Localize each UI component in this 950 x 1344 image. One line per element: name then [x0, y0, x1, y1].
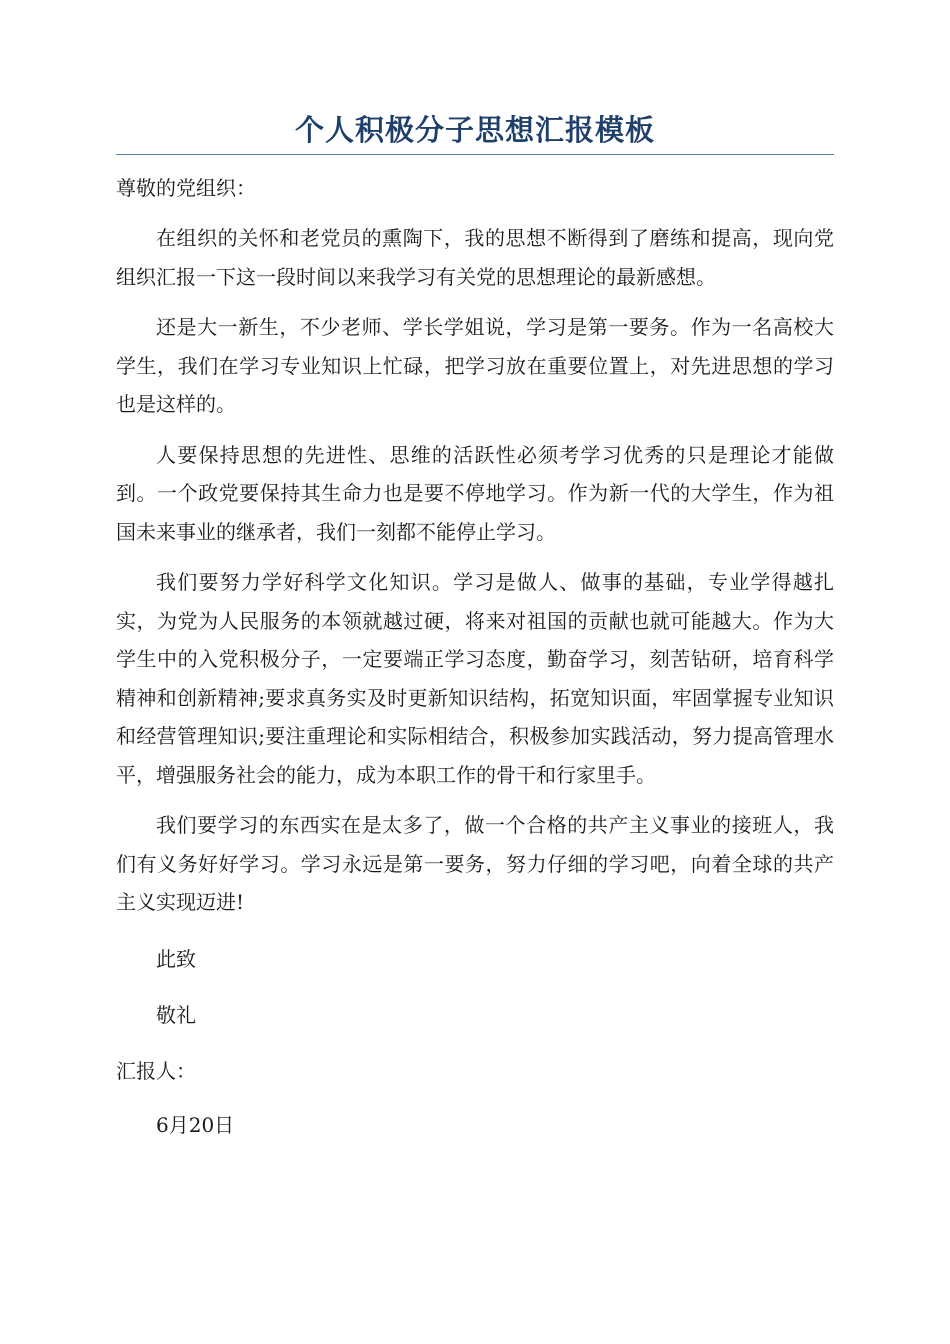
- body-paragraph-3: 人要保持思想的先进性、思维的活跃性必须考学习优秀的只是理论才能做到。一个政党要保持其生命力也是要不停地学习。作为新一代的大学生，作为祖国未来事业的继承者，我们一刻都不能停止学习。: [116, 442, 834, 544]
- body-paragraph-2: 还是大一新生，不少老师、学长学姐说，学习是第一要务。作为一名高校大学生，我们在学习专业知识上忙碌，把学习放在重要位置上，对先进思想的学习也是这样的。: [116, 315, 834, 416]
- body-paragraph-5: 我们要学习的东西实在是太多了，做一个合格的共产主义事业的接班人，我们有义务好好学习。学习永远是第一要务，努力仔细的学习吧，向着全球的共产主义实现迈进!: [116, 813, 834, 914]
- body-paragraph-1: 在组织的关怀和老党员的熏陶下，我的思想不断得到了磨练和提高，现向党组织汇报一下这一段时间以来我学习有关党的思想理论的最新感想。: [116, 226, 834, 289]
- document-title: 个人积极分子思想汇报模板: [294, 113, 655, 147]
- closing-cizhi: 此致: [156, 946, 196, 971]
- body-paragraph-4: 我们要努力学好科学文化知识。学习是做人、做事的基础，专业学得越扎实，为党为人民服务的本领就越过硬，将来对祖国的贡献也就可能越大。作为大学生中的入党积极分子，一定要端正学习态度，勤奋学习，刻苦钻研，培育科学精神和创新精神;要求真务实及时更新知识结构，拓宽知识面，牢固掌握专业知识和经营管理知识;要注重理论和实际相结合，积极参加实践活动，努力提高管理水平，增强服务社会的能力，成为本职工作的骨干和行家里手。: [116, 570, 834, 787]
- report-date: 6月20日: [156, 1112, 235, 1137]
- closing-jingli: 敬礼: [156, 1002, 196, 1027]
- reporter-label: 汇报人：: [116, 1058, 196, 1083]
- title-underline: [116, 154, 834, 155]
- salutation: 尊敬的党组织：: [116, 176, 256, 200]
- document-page: [116, 108, 834, 1144]
